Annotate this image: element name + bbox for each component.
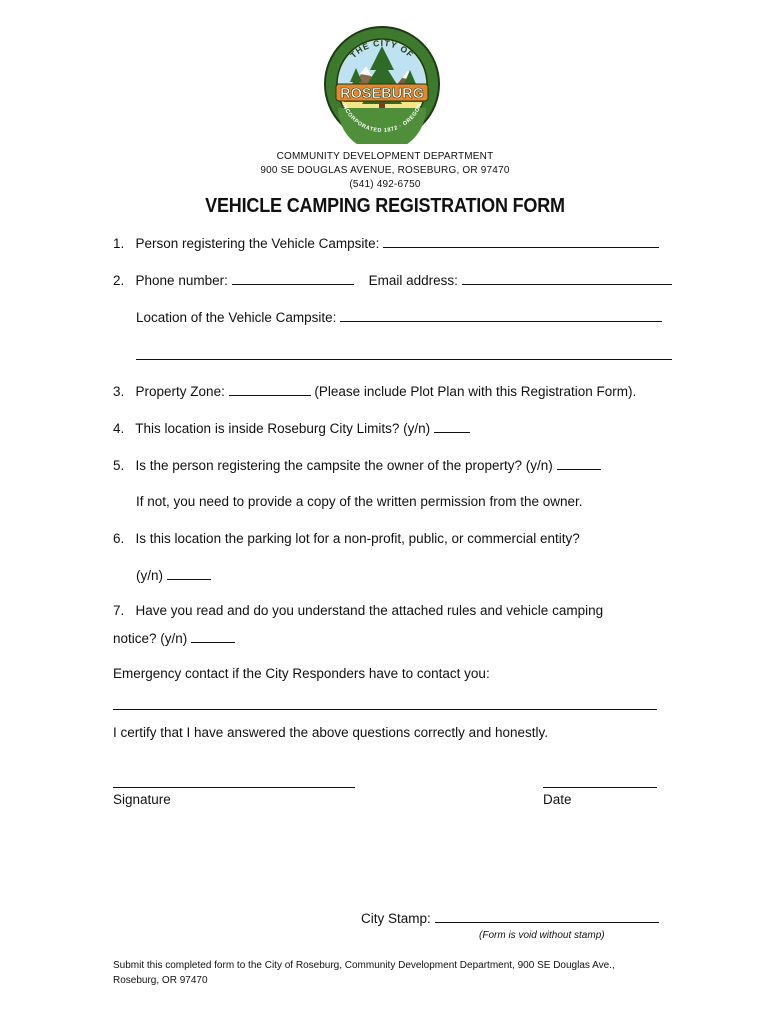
city-seal-logo	[322, 24, 442, 144]
parking-lot-label: Is this location the parking lot for a non-profit, public, or commercial entity?	[135, 531, 580, 546]
rules-question-line1: Have you read and do you understand the attached rules and vehicle camping	[135, 603, 604, 618]
email-field[interactable]	[462, 272, 672, 285]
rules-answer-row	[113, 630, 235, 646]
question-4	[113, 420, 470, 436]
location-field-line-2[interactable]	[136, 359, 672, 360]
rules-field[interactable]	[191, 630, 235, 643]
emergency-contact-label: Emergency contact if the City Responders have to contact you:	[113, 666, 490, 681]
location-field[interactable]	[340, 309, 662, 322]
question-number: 1.	[113, 236, 125, 251]
department-address: 900 SE DOUGLAS AVENUE, ROSEBURG, OR 97470	[260, 165, 510, 176]
question-number: 6.	[113, 531, 125, 546]
phone-label: Phone number:	[135, 273, 228, 288]
rules-question-line2: notice? (y/n)	[113, 631, 188, 646]
question-5	[113, 457, 601, 473]
question-1	[113, 235, 659, 251]
question-number: 7.	[113, 603, 125, 618]
date-field[interactable]	[543, 787, 657, 788]
department-phone: (541) 492-6750	[349, 179, 421, 190]
owner-question-label: Is the person registering the campsite the owner of the property? (y/n)	[135, 458, 553, 473]
question-6	[113, 531, 580, 546]
phone-field[interactable]	[232, 272, 354, 285]
signature-label: Signature	[113, 792, 171, 807]
date-label: Date	[543, 792, 572, 807]
city-stamp-label: City Stamp:	[361, 911, 431, 926]
location-row	[136, 309, 662, 325]
signature-field[interactable]	[113, 787, 355, 788]
question-3	[113, 383, 636, 399]
property-zone-label: Property Zone:	[135, 384, 225, 399]
person-registering-label: Person registering the Vehicle Campsite:	[135, 236, 380, 251]
owner-field[interactable]	[557, 457, 601, 470]
owner-permission-note: If not, you need to provide a copy of the written permission from the owner.	[136, 494, 583, 509]
question-7	[113, 603, 603, 618]
question-number: 5.	[113, 458, 125, 473]
location-label: Location of the Vehicle Campsite:	[136, 310, 337, 325]
parking-lot-answer-row	[136, 567, 211, 583]
footer-line-2: Roseburg, OR 97470	[113, 975, 208, 986]
property-zone-field[interactable]	[229, 383, 311, 396]
email-label: Email address:	[368, 273, 458, 288]
person-registering-field[interactable]	[383, 235, 659, 248]
seal-bottom-text: INCORPORATED 1872 · OREGON	[340, 102, 424, 135]
department-name: COMMUNITY DEVELOPMENT DEPARTMENT	[276, 151, 494, 162]
question-number: 2.	[113, 273, 125, 288]
city-limits-field[interactable]	[434, 420, 470, 433]
question-2	[113, 272, 672, 288]
question-number: 4.	[113, 421, 125, 436]
seal-top-text: THE CITY OF	[348, 37, 416, 61]
city-stamp-field[interactable]	[435, 910, 659, 923]
stamp-void-note: (Form is void without stamp)	[479, 930, 605, 941]
city-limits-label: This location is inside Roseburg City Limits? (y/n)	[135, 421, 431, 436]
certification-statement: I certify that I have answered the above questions correctly and honestly.	[113, 725, 548, 740]
city-stamp-row	[361, 910, 659, 926]
property-zone-note: (Please include Plot Plan with this Registration Form).	[314, 384, 637, 399]
seal-name: ROSEBURG	[340, 86, 424, 102]
footer-line-1: Submit this completed form to the City of Roseburg, Community Development Department, 900 SE Douglas Ave.,	[113, 960, 615, 971]
parking-lot-yn-label: (y/n)	[136, 568, 163, 583]
form-title: VEHICLE CAMPING REGISTRATION FORM	[205, 195, 565, 217]
emergency-contact-field[interactable]	[113, 709, 657, 710]
question-number: 3.	[113, 384, 125, 399]
parking-lot-field[interactable]	[167, 567, 211, 580]
